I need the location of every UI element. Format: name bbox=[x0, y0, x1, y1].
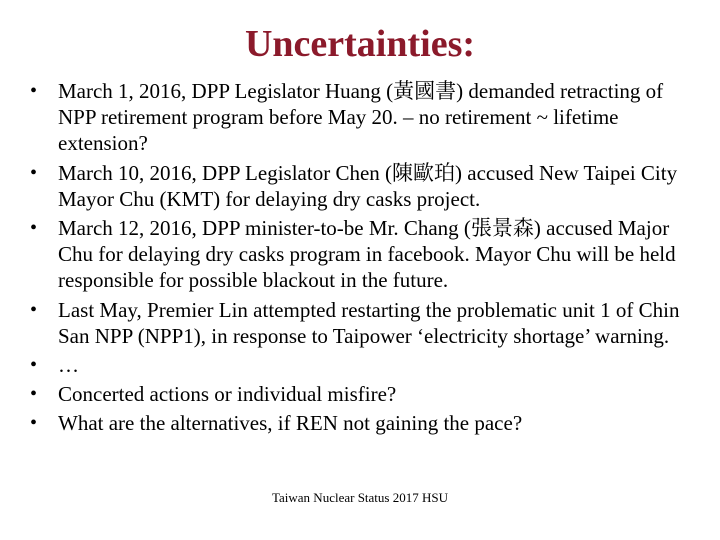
bullet-item bbox=[30, 381, 702, 407]
bullet-text: Concerted actions or individual misfire? bbox=[58, 382, 397, 407]
bullet-text: Last May, Premier Lin attempted restarting the problematic unit 1 of Chin San NPP (NPP1), in response to Taipower ‘electricity shortage’ warning. bbox=[58, 297, 680, 348]
bullet-dot-icon: • bbox=[30, 161, 38, 184]
bullet-text: March 12, 2016, DPP minister-to-be Mr. Chang (張景森) accused Major Chu for delaying dry casks program in facebook. Mayor Chu will be held responsible for possible blackout in the future. bbox=[58, 216, 676, 293]
bullet-dot-icon: • bbox=[30, 383, 38, 406]
bullet-dot-icon: • bbox=[30, 217, 38, 240]
slide-title: Uncertainties: bbox=[244, 23, 476, 65]
bullet-item bbox=[30, 160, 702, 212]
bullet-dot-icon: • bbox=[30, 80, 38, 102]
bullet-item bbox=[30, 352, 702, 378]
bullet-item bbox=[30, 410, 702, 436]
bullet-dot-icon: • bbox=[30, 412, 38, 435]
bullet-dot-icon: • bbox=[30, 354, 38, 377]
slide-footer: Taiwan Nuclear Status 2017 HSU bbox=[271, 490, 448, 505]
bullet-text: What are the alternatives, if REN not gaining the pace? bbox=[58, 411, 523, 436]
bullet-item bbox=[30, 297, 702, 349]
bullet-item bbox=[30, 78, 702, 157]
bullet-text: March 10, 2016, DPP Legislator Chen (陳歐珀) accused New Taipei City Mayor Chu (KMT) for delaying dry casks project. bbox=[58, 160, 678, 211]
bullet-text: … bbox=[58, 353, 79, 378]
bullet-dot-icon: • bbox=[30, 298, 38, 321]
bullet-text: March 1, 2016, DPP Legislator Huang (黃國書) demanded retracting of NPP retirement program before May 20. – no retirement ~ lifetime extension? bbox=[58, 79, 664, 156]
bullet-list bbox=[30, 78, 702, 440]
bullet-item bbox=[30, 215, 702, 294]
